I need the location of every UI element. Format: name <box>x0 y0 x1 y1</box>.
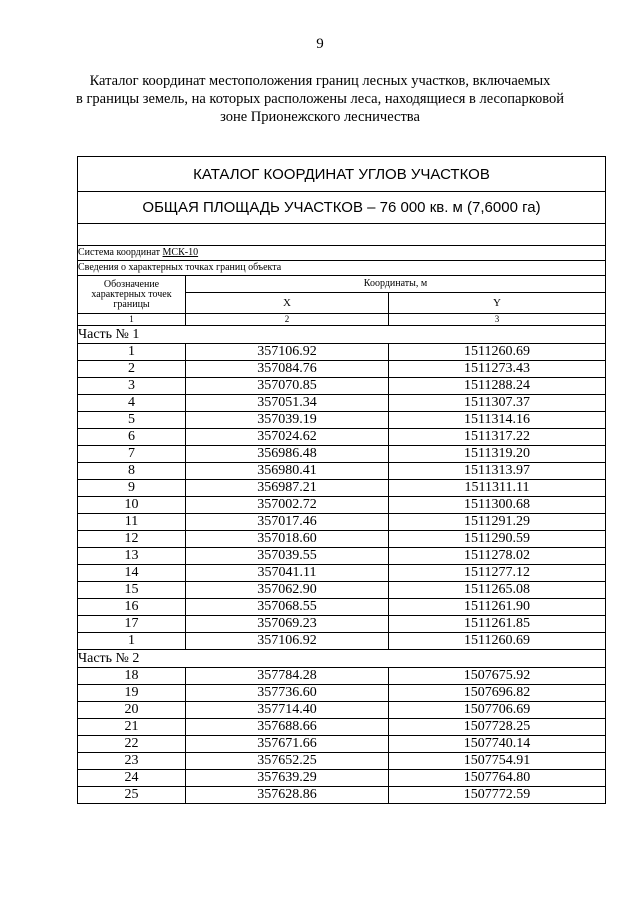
coordinate-y: 1507772.59 <box>389 787 606 804</box>
table-row <box>78 514 606 531</box>
coordinate-y: 1507706.69 <box>389 702 606 719</box>
coordinates-catalog-table <box>77 156 606 804</box>
title-line: в границы земель, на которых расположены леса, находящиеся в лесопарковой <box>75 91 565 107</box>
coordinate-y: 1511288.24 <box>389 378 606 395</box>
point-id: 17 <box>78 616 186 633</box>
table-row <box>78 531 606 548</box>
column-header-coordinates: Координаты, м <box>186 276 606 293</box>
point-id: 6 <box>78 429 186 446</box>
table-row <box>78 582 606 599</box>
table-row <box>78 463 606 480</box>
point-id: 14 <box>78 565 186 582</box>
table-row <box>78 719 606 736</box>
coordinate-y: 1507675.92 <box>389 668 606 685</box>
column-header-x: X <box>186 293 389 314</box>
coordinate-y: 1507754.91 <box>389 753 606 770</box>
coordinate-y: 1511277.12 <box>389 565 606 582</box>
table-row <box>78 599 606 616</box>
column-header-y: Y <box>389 293 606 314</box>
point-id: 7 <box>78 446 186 463</box>
coordinate-x: 357039.19 <box>186 412 389 429</box>
coordinate-y: 1511290.59 <box>389 531 606 548</box>
column-number: 3 <box>389 314 606 326</box>
points-info: Сведения о характерных точках границ объекта <box>78 261 606 276</box>
point-id: 18 <box>78 668 186 685</box>
table-row <box>78 753 606 770</box>
coordinate-x: 356987.21 <box>186 480 389 497</box>
table-row <box>78 480 606 497</box>
table-row <box>78 361 606 378</box>
coordinate-y: 1511319.20 <box>389 446 606 463</box>
coordinate-x: 357106.92 <box>186 344 389 361</box>
coordinate-x: 357106.92 <box>186 633 389 650</box>
column-header-point: Обозначение характерных точек границы <box>78 276 186 314</box>
coordinate-y: 1511307.37 <box>389 395 606 412</box>
table-row <box>78 548 606 565</box>
coordinate-x: 357688.66 <box>186 719 389 736</box>
coordinate-y: 1511311.11 <box>389 480 606 497</box>
coordinate-y: 1511260.69 <box>389 344 606 361</box>
point-id: 3 <box>78 378 186 395</box>
coordinate-x: 357639.29 <box>186 770 389 787</box>
coordinate-y: 1511265.08 <box>389 582 606 599</box>
coordinate-x: 357069.23 <box>186 616 389 633</box>
table-row <box>78 685 606 702</box>
coordinate-x: 357628.86 <box>186 787 389 804</box>
coordinate-x: 357051.34 <box>186 395 389 412</box>
page-number: 9 <box>316 36 324 52</box>
document-title <box>40 72 600 126</box>
column-number: 1 <box>78 314 186 326</box>
table-row <box>78 497 606 514</box>
catalog-header: КАТАЛОГ КООРДИНАТ УГЛОВ УЧАСТКОВ <box>78 157 606 192</box>
point-id: 22 <box>78 736 186 753</box>
table-row <box>78 736 606 753</box>
title-line: зоне Прионежского лесничества <box>220 109 420 125</box>
coordinate-y: 1507696.82 <box>389 685 606 702</box>
coordinate-y: 1511278.02 <box>389 548 606 565</box>
coordinate-system-value: МСК-10 <box>162 247 199 258</box>
coordinate-y: 1507740.14 <box>389 736 606 753</box>
coordinate-x: 357024.62 <box>186 429 389 446</box>
table-row <box>78 344 606 361</box>
coordinate-y: 1511260.69 <box>389 633 606 650</box>
point-id: 10 <box>78 497 186 514</box>
table-row <box>78 787 606 804</box>
table-row <box>78 702 606 719</box>
coordinate-y: 1511261.85 <box>389 616 606 633</box>
table-row <box>78 633 606 650</box>
total-area-header: ОБЩАЯ ПЛОЩАДЬ УЧАСТКОВ – 76 000 кв. м (7,6000 га) <box>78 192 606 224</box>
coordinate-x: 357084.76 <box>186 361 389 378</box>
coordinate-system-label: Система координат <box>78 247 161 258</box>
coordinate-x: 357018.60 <box>186 531 389 548</box>
coordinate-y: 1511261.90 <box>389 599 606 616</box>
coordinate-y: 1507764.80 <box>389 770 606 787</box>
table-row <box>78 412 606 429</box>
point-id: 2 <box>78 361 186 378</box>
coordinate-y: 1511314.16 <box>389 412 606 429</box>
part-label: Часть № 2 <box>78 650 606 668</box>
point-id: 16 <box>78 599 186 616</box>
coordinate-y: 1511273.43 <box>389 361 606 378</box>
coordinate-y: 1511291.29 <box>389 514 606 531</box>
coordinate-x: 357736.60 <box>186 685 389 702</box>
table-row <box>78 395 606 412</box>
point-id: 15 <box>78 582 186 599</box>
point-id: 25 <box>78 787 186 804</box>
coordinate-x: 357652.25 <box>186 753 389 770</box>
coordinate-x: 357070.85 <box>186 378 389 395</box>
point-id: 1 <box>78 633 186 650</box>
title-line: Каталог координат местоположения границ лесных участков, включаемых <box>89 73 551 89</box>
coordinate-x: 357017.46 <box>186 514 389 531</box>
point-id: 19 <box>78 685 186 702</box>
coordinate-y: 1511317.22 <box>389 429 606 446</box>
point-id: 5 <box>78 412 186 429</box>
coordinate-y: 1511313.97 <box>389 463 606 480</box>
coordinate-x: 356986.48 <box>186 446 389 463</box>
table-row <box>78 378 606 395</box>
point-id: 20 <box>78 702 186 719</box>
coordinate-x: 357671.66 <box>186 736 389 753</box>
table-row <box>78 446 606 463</box>
point-id: 24 <box>78 770 186 787</box>
part-label: Часть № 1 <box>78 326 606 344</box>
coordinate-x: 357062.90 <box>186 582 389 599</box>
point-id: 23 <box>78 753 186 770</box>
coordinate-x: 357041.11 <box>186 565 389 582</box>
point-id: 1 <box>78 344 186 361</box>
point-id: 9 <box>78 480 186 497</box>
table-row <box>78 565 606 582</box>
coordinate-x: 357039.55 <box>186 548 389 565</box>
point-id: 4 <box>78 395 186 412</box>
coordinate-y: 1507728.25 <box>389 719 606 736</box>
table-row <box>78 616 606 633</box>
coordinate-system <box>78 246 606 261</box>
coordinate-x: 357068.55 <box>186 599 389 616</box>
coordinate-x: 357002.72 <box>186 497 389 514</box>
coordinate-y: 1511300.68 <box>389 497 606 514</box>
coordinate-x: 357714.40 <box>186 702 389 719</box>
point-id: 21 <box>78 719 186 736</box>
point-id: 12 <box>78 531 186 548</box>
coordinate-x: 356980.41 <box>186 463 389 480</box>
table-row <box>78 770 606 787</box>
table-row <box>78 429 606 446</box>
table-row <box>78 668 606 685</box>
column-number: 2 <box>186 314 389 326</box>
point-id: 11 <box>78 514 186 531</box>
point-id: 13 <box>78 548 186 565</box>
point-id: 8 <box>78 463 186 480</box>
coordinate-x: 357784.28 <box>186 668 389 685</box>
